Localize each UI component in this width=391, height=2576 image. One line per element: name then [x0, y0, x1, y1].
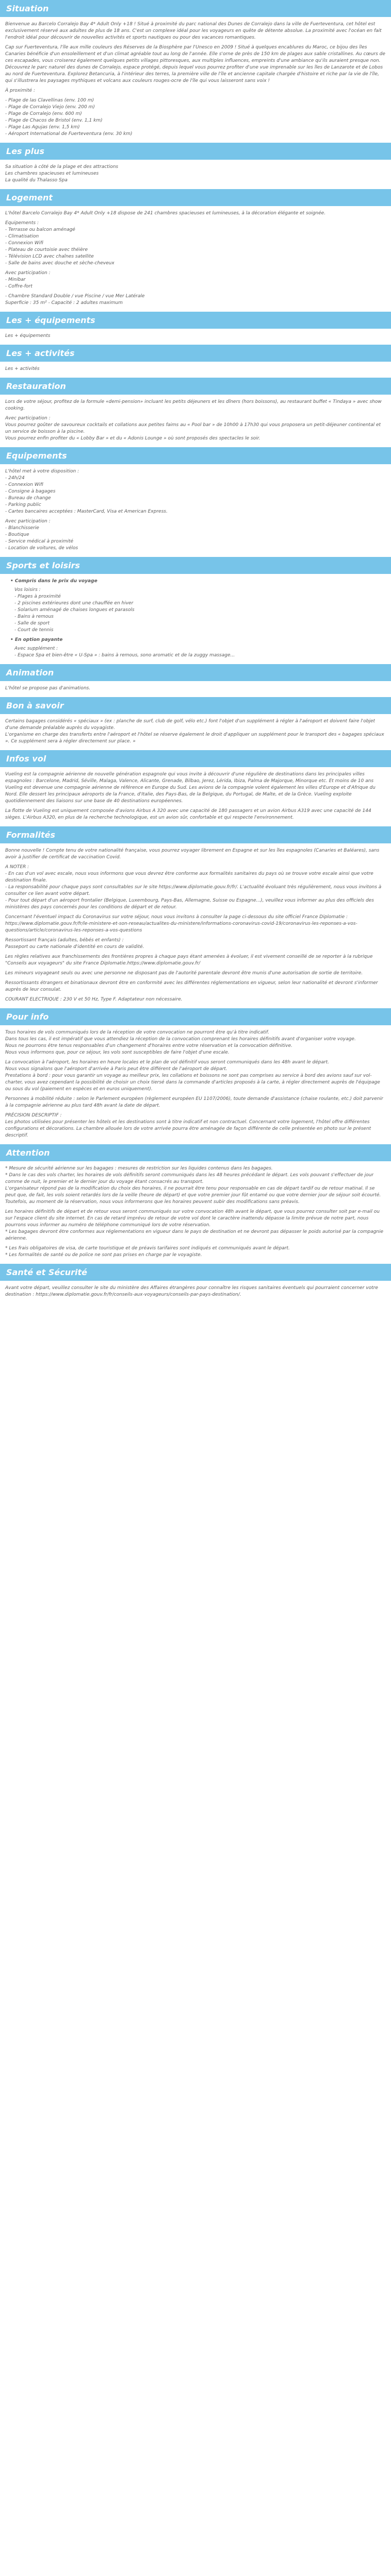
section-body-activites-plus	[0, 366, 391, 372]
section-header-pour-info: Pour info	[0, 1008, 391, 1025]
section-header-situation: Situation	[0, 0, 391, 17]
list-item: - 2 piscines extérieures dont une chauffée en hiver	[14, 601, 134, 606]
list-item: Vos loisirs :	[14, 587, 41, 592]
paragraph: Les + activités	[5, 366, 40, 371]
list-item: - Espace Spa et bien-être « U-Spa » : bains à remous, sono aromatic et de la zuggy massage...	[14, 653, 235, 658]
paragraph: Avec participation : - Minibar - Coffre-fort	[5, 270, 51, 289]
section-header-attention: Attention	[0, 1144, 391, 1161]
list-item: - Plages à proximité	[14, 594, 61, 599]
paragraph: * Les frais obligatoires de visa, de carte touristique et de préavis tarifaires sont indiqués et communiqués avant le départ. * Les formalités de santé ou de police ne sont pas prises en charge par le voyagiste.	[5, 1246, 290, 1258]
paragraph: Les + équipements	[5, 333, 51, 338]
section-body-equipements	[0, 468, 391, 552]
section-header-formalites: Formalités	[0, 826, 391, 843]
section-body-les-plus	[0, 164, 391, 184]
section-body-restauration	[0, 399, 391, 442]
paragraph: Les mineurs voyageant seuls ou avec une personne ne disposant pas de l'autorité parentale devront être munis d'une autorisation de sortie de territoire.	[5, 971, 363, 976]
paragraph: A NOTER : - En cas d'un vol avec escale, nous vous informons que vous devrez être conforme aux formalités sanitaires du pays où se trouve votre escale ainsi que votre destination finale. - La responsabilité pour chaque pays sont consultables sur le site https://www.diplomatie.gouv.fr/fr/. L'actualité évoluant très régulièrement, nous vous invitons à consulter ce lien avant votre départ. - Pour tout départ d'un aéroport frontalier (Belgique, Luxembourg, Pays-Bas, Allemagne, Suisse ou Espagne...), veuillez vous informer au plus des officiels des ministères des pays concernés pour les conditions de départ et de retour.	[5, 865, 382, 910]
section-body-sante-securite	[0, 1285, 391, 1298]
section-body-bon-a-savoir	[0, 718, 391, 745]
paragraph: La flotte de Vueling est uniquement composée d'avions Airbus A 320 avec une capacité de 180 passagers et un avion Airbus A319 avec une capacité de 144 sièges. L'Airbus A320, en plus de la recherche technologique, est un avion sûr, confortable et qui respecte l'environnement.	[5, 808, 371, 820]
section-header-sports-loisirs: Sports et loisirs	[0, 557, 391, 574]
section-body-infos-vol	[0, 771, 391, 821]
list-item: - Bains à remous	[14, 614, 54, 619]
section-body-attention	[0, 1165, 391, 1259]
paragraph: Bonne nouvelle ! Compte tenu de votre nationalité française, vous pourrez voyager librement en Espagne et sur les îles espagnoles (Canaries et Baléares), sans avoir à justifier de certificat de vaccination Covid.	[5, 848, 380, 860]
paragraph: À proximité :	[5, 88, 35, 93]
section-header-activites-plus: Les + activités	[0, 345, 391, 362]
section-body-formalites	[0, 848, 391, 1003]
paragraph: L'hôtel met à votre disposition : - 24h/24 - Connexion Wifi - Consigne à bagages - Bureau de change - Parking public - Cartes bancaires acceptées : MasterCard, Visa et American Express.	[5, 469, 168, 514]
paragraph: Vueling est la compagnie aérienne de nouvelle génération espagnole qui vous invite à découvrir d'une régulière de destinations dans les principales villes espagnoles : Barcelone, Madrid, Séville, Malaga, Valence, Alicante, Grenade, Bilbao, Jerez, Lérida, Ibiza, Palma de Majorque, Minorque etc. Et moins de 10 ans Vueling est devenue une compagnie aérienne de référence en Europe du Sud. Les avions de la compagnie volent également les villes d'Europe et d'Afrique du Nord. Elle dessert les principaux aéroports de la France, d'Italie, des Pays-Bas, de la Belgique, du Portugal, de Malte, et de la Grèce. Vueling exploite quotidiennement des liaisons sur une base de 40 destinations européennes.	[5, 772, 376, 804]
paragraph: Personnes à mobilité réduite : selon le Parlement européen (règlement européen EU 1107/2006), toute demande d'assistance (chaise roulante, etc.) doit parvenir à la compagnie aérienne au plus tard 48h avant la date de départ.	[5, 1096, 383, 1108]
section-body-logement	[0, 210, 391, 307]
list-item: - Solarium aménagé de chaises longues et parasols	[14, 607, 135, 613]
option-label: • En option payante	[10, 637, 63, 642]
paragraph: - Chambre Standard Double / vue Piscine / vue Mer Latérale Superficie : 35 m² - Capacité : 2 adultes maximum	[5, 294, 145, 306]
option-list	[5, 646, 386, 659]
section-body-animation	[0, 685, 391, 692]
section-header-sante-securite: Santé et Sécurité	[0, 1264, 391, 1281]
paragraph: - Plage de las Clavellinas (env. 100 m) - Plage de Corralejo Viejo (env. 200 m) - Plage de Corralejo (env. 600 m) - Plage de Chacos de Bristol (env. 1,1 km) - Plage Las Agujas (env. 1,5 km) - Aéroport International de Fuerteventura (env. 30 km)	[5, 98, 133, 137]
section-header-bon-a-savoir: Bon à savoir	[0, 697, 391, 714]
section-body-pour-info	[0, 1029, 391, 1139]
paragraph: Tous horaires de vols communiqués lors de la réception de votre convocation ne pourront être qu'à titre indicatif. Dans tous les cas, il est impératif que vous attendiez la réception de la convocation comprenant les horaires définitifs avant d'organiser votre voyage. Nous ne pourrons être tenus responsables d'un changement d'horaires entre votre réservation et la convocation définitive. Nous vous informons que, pour ce séjour, les vols sont susceptibles de faire l'objet d'une escale.	[5, 1030, 356, 1055]
section-header-equipements: Equipements	[0, 447, 391, 464]
paragraph: L'hôtel se propose pas d'animations.	[5, 686, 91, 691]
section-body-equipements-plus	[0, 333, 391, 340]
paragraph: COURANT ELECTRIQUE : 230 V et 50 Hz, Type F. Adaptateur non nécessaire.	[5, 997, 183, 1002]
paragraph: La convocation à l'aéroport, les horaires en heure locales et le plan de vol définitif vous seront communiqués dans les 48h avant le départ. Nous vous signalons que l'aéroport d'arrivée à Paris peut être différent de l'aéroport de départ. Prestations à bord : pour vous garantir un voyage au meilleur prix, les collations et boissons ne sont pas comprises au service à bord des avions sauf sur vol-charter, vous avez cependant la possibilité de choisir un choix tiersé dans la commande d'articles proposés à la carte, à régler directement auprès de l'équipage ou sous du vol (paiement en espèces et en euros uniquement).	[5, 1060, 380, 1092]
paragraph: Avec participation : Vous pourrez goûter de savoureux cocktails et collations aux petites faims au « Pool bar » de 10h00 à 17h30 qui vous proposera un petit-déjeuner continental et un service de boisson à la piscine. Vous pourrez enfin profiter du « Lobby Bar » et du « Adonis Lounge » où sont proposés des spectacles le soir.	[5, 416, 381, 441]
section-header-animation: Animation	[0, 664, 391, 681]
paragraph: Cap sur Fuerteventura, l'île aux mille couleurs des Réserves de la Biosphère par l'Unesco en 2009 ! Situé à quelques encablures du Maroc, ce bijou des îles Canaries bénéficie d'un ensoleillement et d'un climat agréable tout au long de l'année. Elle s'orne de près de 150 km de plages aux sable cristallines. Au cœurs de ces escapades, vous croiserez également quelques petits villages pittoresques, aux multiples influences, empreints d'une ambiance qu'ils auraient presque non. Découvrez le parc naturel des dunes de Corralejo, espace protégé, depuis lequel vous pourrez profiter d'une vue imprenable sur les îles de Lanzarote et de Lobos au nord de Fuerteventura. Explorez Betancuria, à l'intérieur des terres, la première ville de l'île et ancienne capitale chargée d'histoire et riche par la vie de l'île, qui s'illustrera les paysages mythiques et volcans aux couleurs rouges-ocre de l'île qui vous laisseront sans voix !	[5, 45, 385, 83]
paragraph: Les horaires définitifs de départ et de retour vous seront communiqués sur votre convocation 48h avant le départ, que vous pourrez consulter soit par e-mail ou sur l'espace client du site internet. En cas de retard imprévu de retour de votre vol dont le caractère inattendu dépasse la limite prévue de notre part, nous pourrons vous informer au numéro de téléphone communiqué lors de votre réservation. * Les bagages devront être conformes aux réglementations en vigueur dans le pays de destination et ne devront pas dépasser le poids autorisé par la compagnie aérienne.	[5, 1209, 384, 1241]
paragraph: Sa situation à côté de la plage et des attractions Les chambres spacieuses et lumineuses La qualité du Thalasso Spa	[5, 164, 119, 183]
section-header-les-plus: Les plus	[0, 143, 391, 160]
paragraph: Bienvenue au Barcelo Corralejo Bay 4* Adult Only +18 ! Situé à proximité du parc national des Dunes de Corralejo dans la ville de Fuerteventura, cet hôtel est exclusivement réservé aux adultes de plus de 18 ans. C'est un complexe idéal pour les voyageurs en quête de détente absolue. La proximité avec l'océan en fait l'endroit idéal pour découvrir de nouvelles activités et sports nautiques ou pour des vacances romantiques.	[5, 22, 382, 40]
list-item: - Court de tennis	[14, 628, 54, 633]
paragraph: Avant votre départ, veuillez consulter le site du ministère des Affaires étrangères pour connaître les risques sanitaires éventuels qui pourraient concerner votre destination : https://www.diplomatie.gouv.fr/fr/conseils-aux-voyageurs/conseils-par-pays-destination/.	[5, 1285, 378, 1297]
paragraph: Certains bagages considérés « spéciaux » (ex : planche de surf, club de golf, vélo etc.) font l'objet d'un supplément à régler à l'aéroport et doivent faire l'objet d'une demande préalable auprès du voyagiste. L'organisme en charge des transferts entre l'aéroport et l'hôtel se réserve également le droit d'appliquer un supplément pour le transport des « bagages spéciaux ». Ce supplément sera à régler directement sur place. »	[5, 719, 384, 744]
included-list	[5, 587, 386, 634]
section-body-situation	[0, 21, 391, 138]
section-body-sports-loisirs	[0, 578, 391, 659]
list-item: - Salle de sport	[14, 621, 50, 626]
paragraph: Les règles relatives aux franchissements des frontières propres à chaque pays étant amenées à évoluer, il est vivement conseillé de se reporter à la rubrique "Conseils aux voyageurs" du site France Diplomatie.https://www.diplomatie.gouv.fr/	[5, 954, 373, 966]
section-header-restauration: Restauration	[0, 378, 391, 395]
paragraph: Concernant l'éventuel impact du Coronavirus sur votre séjour, nous vous invitons à consulter la page ci-dessous du site officiel France Diplomatie : https://www.diplomatie.gouv.fr/fr/le-ministere-et-son-reseau/actualites-du-ministere/informations-coronavirus-covid-19/coronavirus-les-reponses-a-vos-questions/article/coronavirus-les-reponses-a-vos-questions	[5, 914, 357, 933]
paragraph: * Mesure de sécurité aérienne sur les bagages : mesures de restriction sur les liquides contenus dans les bagages. * Dans le cas des vols charter, les horaires de vols définitifs seront communiqués dans les 48 heures précédant le départ. Les vols pouvant s'effectuer de jour comme de nuit, le premier et le dernier jour du voyage étant consacrés au transport. L'organisateur répond pas de la modification du choix des horaires, il ne pourrait être tenu pour responsable en cas de départ tardif ou de retour matinal. Il se peut que, de fait, les vols soient retardés lors de la veille (heure de départ) et que votre premier jour fût entamé ou que votre dernier jour de séjour soit écourté. Toutefois, au moment de la réservation, nous vous informerons que les horaires peuvent subir des modifications sans préavis.	[5, 1166, 381, 1205]
paragraph: Avec participation : - Blanchisserie - Boutique - Service médical à proximité - Location de voitures, de vélos	[5, 519, 78, 551]
paragraph: Lors de votre séjour, profitez de la formule «demi-pension» incluant les petits déjeuners et les dîners (hors boissons), au restaurant buffet « Tindaya » avec show cooking.	[5, 399, 382, 411]
paragraph: PRÉCISION DESCRIPTIF : Les photos utilisées pour présenter les hôtels et les destinations sont à titre indicatif et non contractuel. Concernant votre logement, l'hôtel offre différentes configurations et décorations. La chambre allouée lors de votre arrivée pourra être aménagée de façon différente de celle présentée en photo sur le présent descriptif.	[5, 1113, 371, 1138]
section-header-equipements-plus: Les + équipements	[0, 312, 391, 329]
section-header-infos-vol: Infos vol	[0, 750, 391, 767]
section-header-logement: Logement	[0, 189, 391, 206]
included-label: • Compris dans le prix du voyage	[10, 579, 97, 584]
paragraph: L'hôtel Barcelo Corralejo Bay 4* Adult Only +18 dispose de 241 chambres spacieuses et lumineuses, à la décoration élégante et soignée.	[5, 211, 326, 216]
paragraph: Equipements : - Terrasse ou balcon aménagé - Climatisation - Connexion Wifi - Plateau de courtoisie avec théière - Télévision LCD avec chaînes satellite - Salle de bains avec douche et sèche-cheveux	[5, 221, 115, 266]
paragraph: Ressortissants étrangers et binationaux devront être en conformité avec les différentes réglementations en vigueur, selon leur nationalité et devront s'informer auprès de leur consulat.	[5, 980, 378, 992]
paragraph: Ressortissant français (adultes, bébés et enfants) : Passeport ou carte nationale d'identité en cours de validité.	[5, 938, 144, 950]
list-item: Avec supplément :	[14, 646, 58, 651]
